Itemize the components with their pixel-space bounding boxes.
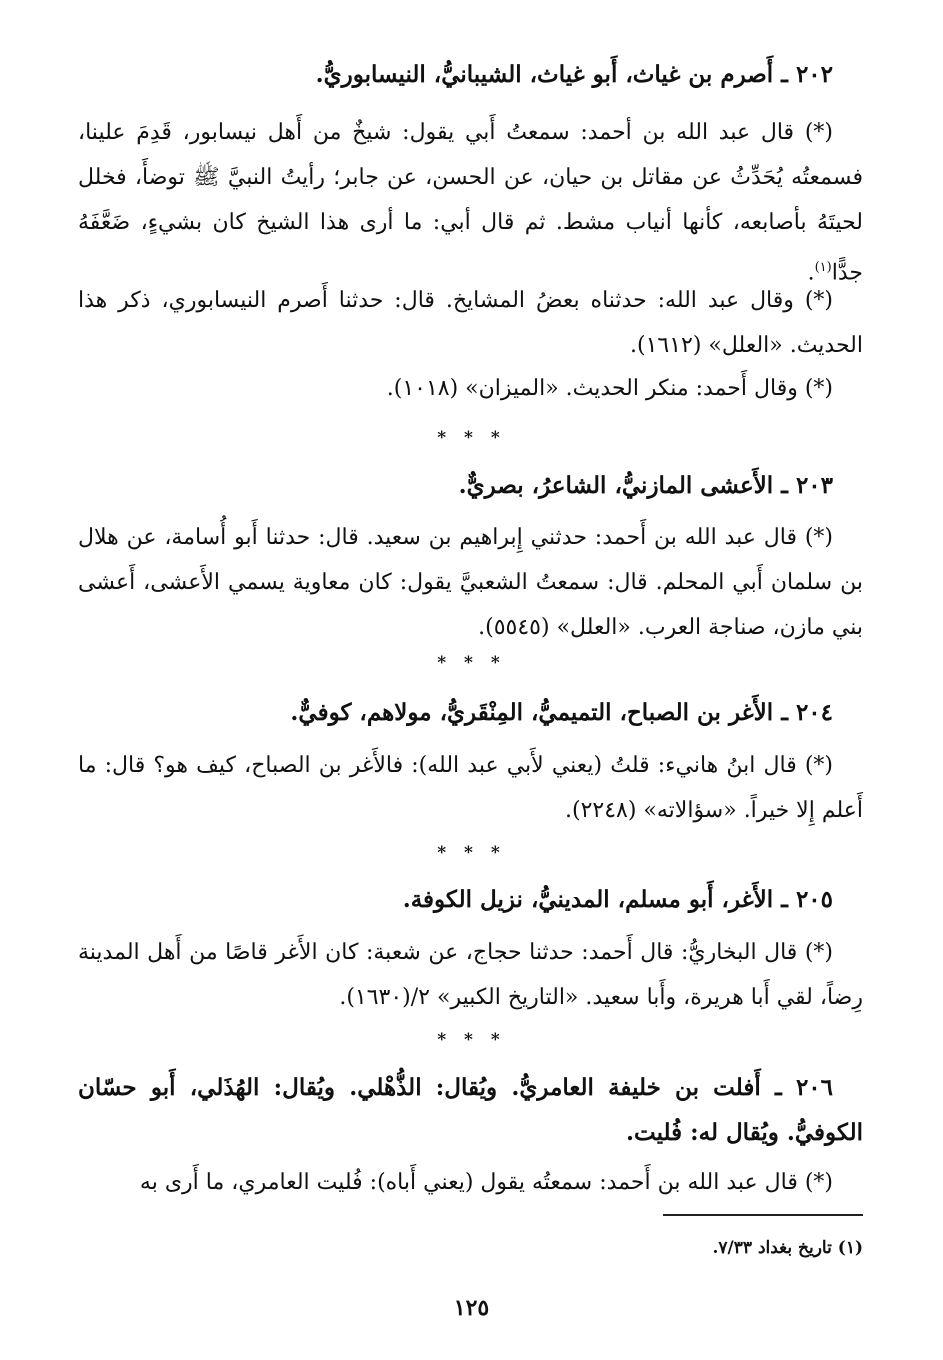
entry-203-heading: ٢٠٣ ـ الأَعشى المازنيُّ، الشاعرُ، بصريٌّ. <box>458 472 833 499</box>
footnote-rule <box>663 1214 863 1216</box>
entry-203-paragraph-1: (*) قال عبد الله بن أَحمد: حدثني إِبراهيم بن سعيد. قال: حدثنا أَبو أُسامة، عن هلال بن سلمان أَبي المحلم. قال: سمعتُ الشعبيَّ يقول: كان معاوية يسمي الأَعشى، أَعشى بني مازن، صناجة العرب. «العلل» (٥٥٤٥). <box>78 525 863 640</box>
entry-202-paragraph-1-end: . <box>807 260 815 286</box>
entry-205-heading: ٢٠٥ ـ الأَغر، أَبو مسلم، المدينيُّ، نزيل الكوفة. <box>402 886 833 913</box>
entry-202-paragraph-1-text: (*) قال عبد الله بن أحمد: سمعتُ أَبي يقول: شيخٌ من أَهل نيسابور، قَدِمَ علينا، فسمعتُه يُحَدِّثُ عن مقاتل بن حيان، عن الحسن، عن جابر؛ رأيتُ النبيَّ ﷺ توضأَ، فخلل لحيتَهُ بأصابعه، كأنها أنياب مشط. ثم قال أبي: ما أرى هذا الشيخ كان بشيءٍ، ضَعَّفَهُ جدًّا <box>78 120 863 286</box>
section-separator: * * * <box>437 428 506 448</box>
footnote-reference: (١) <box>814 260 832 275</box>
entry-204-heading: ٢٠٤ ـ الأَغر بن الصباح، التميميُّ، المِنْقَريُّ، مولاهم، كوفيٌّ. <box>290 699 833 726</box>
entry-202-paragraph-2: (*) وقال عبد الله: حدثناه بعضُ المشايخ. قال: حدثنا أَصرم النيسابوري، ذكر هذا الحديث. «العلل» (١٦١٢). <box>78 288 863 358</box>
entry-204-paragraph-1: (*) قال ابنُ هانيء: قلتُ (يعني لأَبي عبد الله): فالأَغر بن الصباح، كيف هو؟ قال: ما أَعلم إِلا خيراً. «سؤالاته» (٢٢٤٨). <box>78 753 863 823</box>
section-separator: * * * <box>437 843 506 863</box>
entry-202-paragraph-1 <box>78 110 863 295</box>
page-number: ١٢٥ <box>453 1295 490 1321</box>
entry-205-paragraph-1: (*) قال البخاريُّ: قال أَحمد: حدثنا حجاج، عن شعبة: كان الأَغر قاصًا من أَهل المدينة رِضاً، لقي أَبا هريرة، وأَبا سعيد. «التاريخ الكبير» ٢/(١٦٣٠). <box>78 940 863 1010</box>
section-separator: * * * <box>437 1030 506 1050</box>
entry-202-heading: ٢٠٢ ـ أَصرم بن غياث، أَبو غياث، الشيبانيُّ، النيسابوريُّ. <box>315 61 833 88</box>
entry-206-paragraph-1: (*) قال عبد الله بن أَحمد: سمعتُه يقول (يعني أَباه): فُليت العامري، ما أَرى به <box>139 1170 833 1195</box>
entry-206-heading: ٢٠٦ ـ أَفلت بن خليفة العامريُّ. ويُقال: الذُّهْلي. ويُقال: الهُذَلي، أَبو حسّان الكوفيُّ. ويُقال له: فُليت. <box>78 1074 863 1146</box>
entry-202-paragraph-3: (*) وقال أَحمد: منكر الحديث. «الميزان» (١٠١٨). <box>386 376 833 401</box>
section-separator: * * * <box>437 653 506 673</box>
footnote: (١) تاريخ بغداد ٧/٣٣. <box>712 1238 863 1258</box>
